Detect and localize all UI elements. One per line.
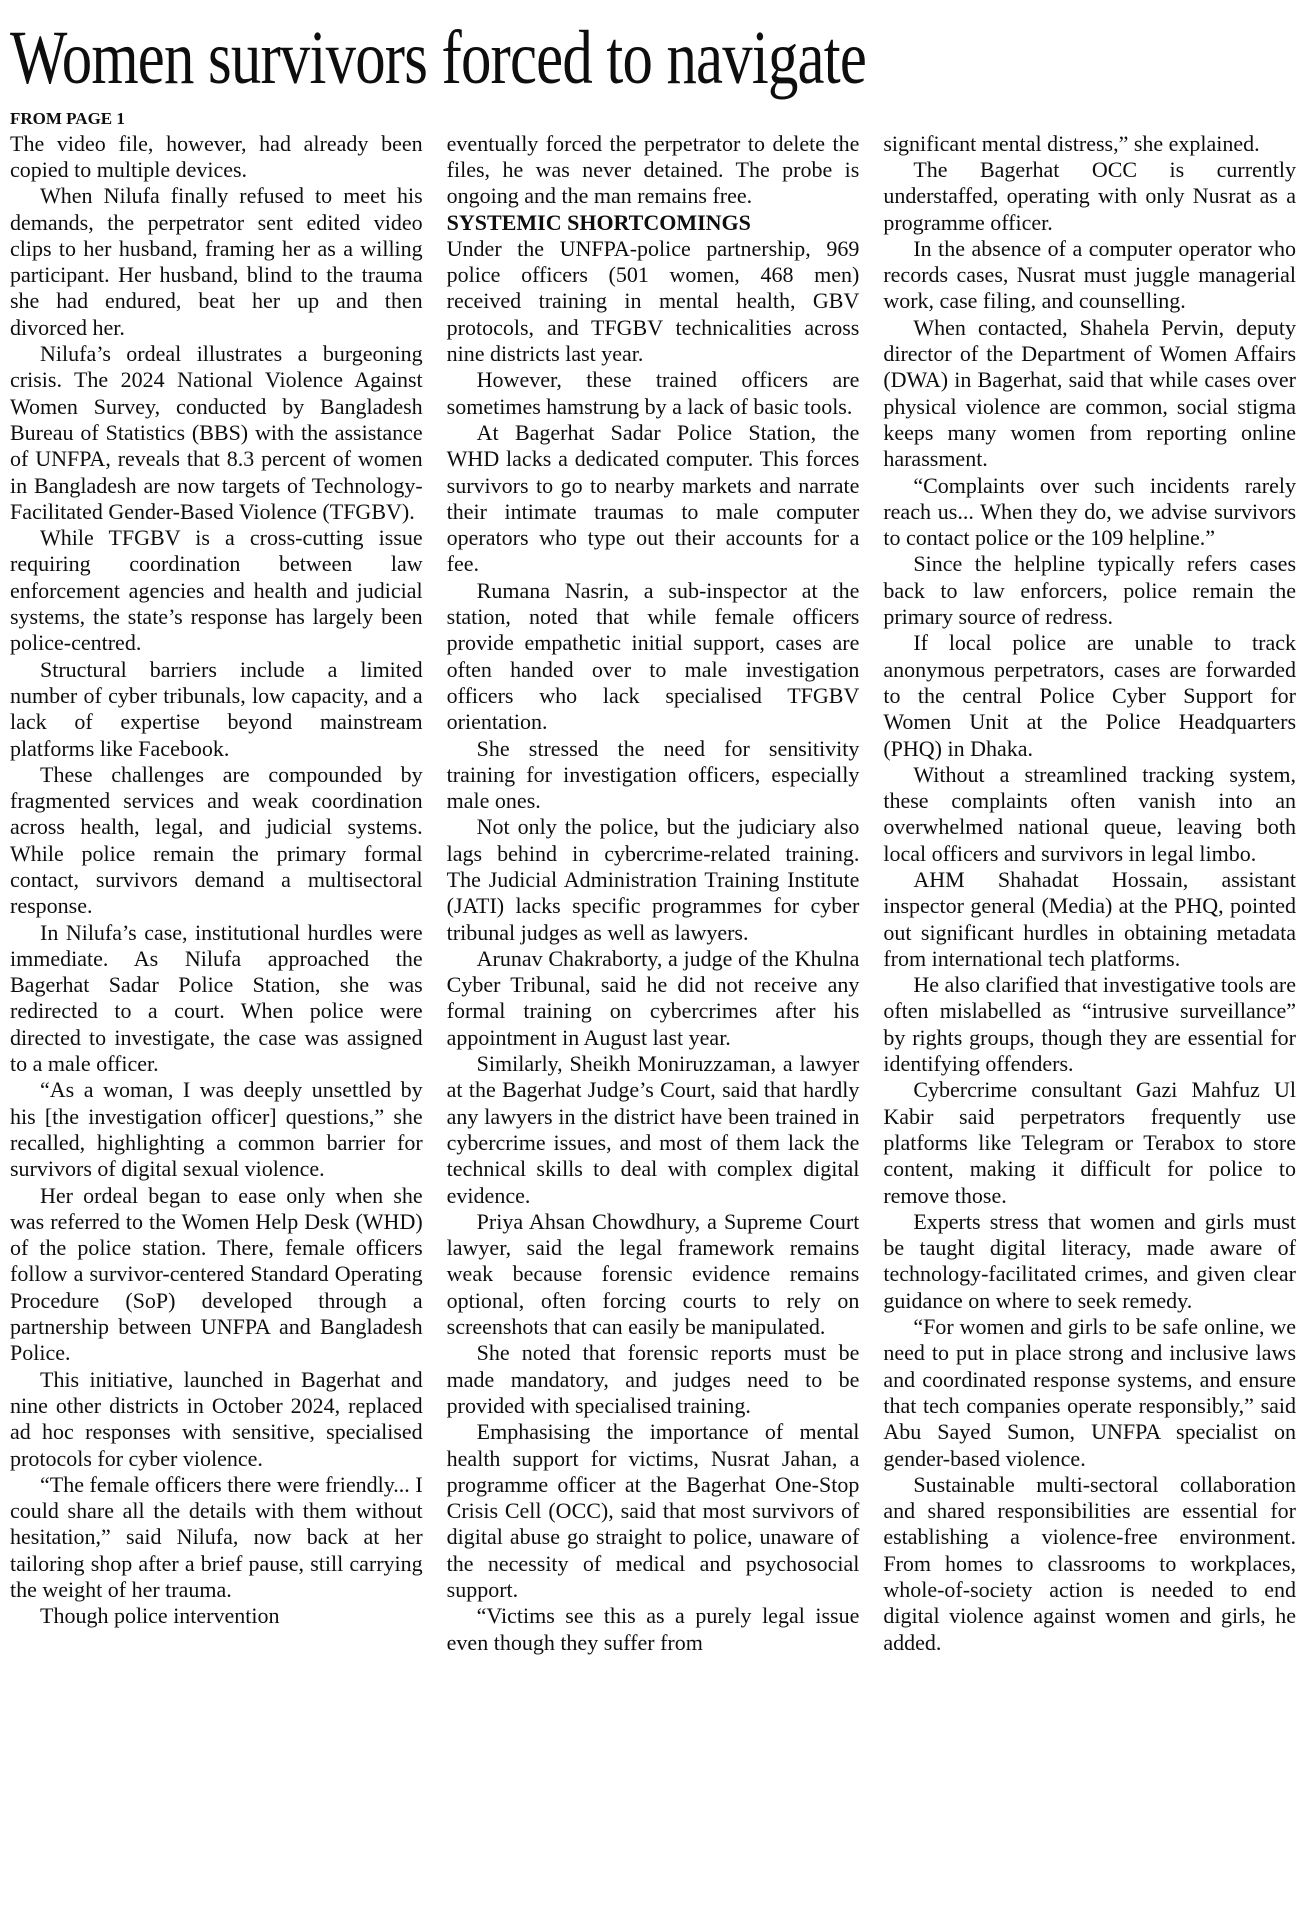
paragraph: Experts stress that women and girls must be taught digital literacy, made aware of technology-facilitated crimes, and given clear guidance on where to seek remedy.: [883, 1208, 1297, 1313]
paragraph: Not only the police, but the judiciary also lags behind in cybercrime-related training. The Judicial Administration Training Institute (JATI) lacks specific programmes for cyber tribunal judges as well as lawyers.: [446, 814, 860, 945]
paragraph: “For women and girls to be safe online, we need to put in place strong and inclusive laws and coordinated response systems, and ensure that tech companies operate responsibly,” said Abu Sayed Sumon, UNFPA specialist on gender-based violence.: [883, 1314, 1297, 1471]
paragraph: While TFGBV is a cross-cutting issue requiring coordination between law enforcement agencies and health and judicial systems, the state’s response has largely been police-centred.: [10, 525, 423, 656]
paragraph: In the absence of a computer operator who records cases, Nusrat must juggle managerial work, case filing, and counselling.: [883, 235, 1297, 314]
paragraph: “Victims see this as a purely legal issue even though they suffer from: [446, 1603, 860, 1655]
paragraph: Though police intervention: [40, 1603, 280, 1629]
paragraph: Rumana Nasrin, a sub-inspector at the station, noted that while female officers provide empathetic initial support, cases are often handed over to male investigation officers who lack specialised TFGBV orientation.: [446, 577, 860, 735]
page-title: Women survivors forced to navigate: [10, 16, 867, 100]
paragraph: He also clarified that investigative tools are often mislabelled as “intrusive surveillance” by rights groups, though they are essential for identifying offenders.: [883, 972, 1297, 1077]
section-heading: SYSTEMIC SHORTCOMINGS: [446, 209, 751, 235]
article-columns: [10, 131, 1296, 1656]
paragraph: “The female officers there were friendly... I could share all the details with them without hesitation,” said Nilufa, now back at her tailoring shop after a brief pause, still carrying the weight of her trauma.: [10, 1471, 423, 1603]
paragraph: At Bagerhat Sadar Police Station, the WHD lacks a dedicated computer. This forces survivors to go to nearby markets and narrate their intimate traumas to male computer operators who type out their accounts for a fee.: [446, 419, 860, 577]
paragraph: AHM Shahadat Hossain, assistant inspector general (Media) at the PHQ, pointed out significant hurdles in obtaining metadata from international tech platforms.: [883, 867, 1297, 971]
paragraph: Similarly, Sheikh Moniruzzaman, a lawyer at the Bagerhat Judge’s Court, said that hardly any lawyers in the district have been trained in cybercrime issues, and most of them lack the technical skills to deal with complex digital evidence.: [446, 1051, 860, 1208]
article-column-3: [883, 131, 1296, 1656]
article-column-2: [447, 131, 860, 1656]
paragraph: Structural barriers include a limited number of cyber tribunals, low capacity, and a lack of expertise beyond mainstream platforms like Facebook.: [10, 656, 423, 761]
paragraph: Nilufa’s ordeal illustrates a burgeoning crisis. The 2024 National Violence Against Women Survey, conducted by Bangladesh Bureau of Statistics (BBS) with the assistance of UNFPA, reveals that 8.3 percent of women in Bangladesh are now targets of Technology-Facilitated Gender-Based Violence (TFGBV).: [10, 341, 423, 524]
paragraph: Without a streamlined tracking system, these complaints often vanish into an overwhelmed national queue, leaving both local officers and survivors in legal limbo.: [883, 761, 1297, 866]
paragraph: The Bagerhat OCC is currently understaffed, operating with only Nusrat as a programme officer.: [883, 156, 1297, 235]
paragraph: Sustainable multi-sectoral collaboration and shared responsibilities are essential for establishing a violence-free environment. From homes to classrooms to workplaces, whole-of-society action is needed to end digital violence against women and girls, he added.: [883, 1471, 1297, 1655]
continuation-kicker: FROM PAGE 1: [10, 109, 125, 128]
article-column-1: [10, 131, 423, 1656]
paragraph: Arunav Chakraborty, a judge of the Khulna Cyber Tribunal, said he did not receive any formal training on cybercrimes after his appointment in August last year.: [446, 945, 860, 1050]
paragraph: significant mental distress,” she explained.: [883, 130, 1260, 156]
paragraph: Under the UNFPA-police partnership, 969 police officers (501 women, 468 men) received training in mental health, GBV protocols, and TFGBV technicalities across nine districts last year.: [446, 235, 860, 367]
paragraph: This initiative, launched in Bagerhat and nine other districts in October 2024, replaced ad hoc responses with sensitive, specialised protocols for cyber violence.: [10, 1366, 423, 1471]
paragraph: She noted that forensic reports must be made mandatory, and judges need to be provided with specialised training.: [446, 1340, 860, 1418]
paragraph: Cybercrime consultant Gazi Mahfuz Ul Kabir said perpetrators frequently use platforms like Telegram or Terabox to store content, making it difficult for police to remove those.: [883, 1077, 1297, 1208]
paragraph: “Complaints over such incidents rarely reach us... When they do, we advise survivors to contact police or the 109 helpline.”: [883, 472, 1297, 551]
paragraph: These challenges are compounded by fragmented services and weak coordination across health, legal, and judicial systems. While police remain the primary formal contact, survivors demand a multisectoral response.: [10, 761, 423, 919]
paragraph: When Nilufa finally refused to meet his demands, the perpetrator sent edited video clips to her husband, framing her as a willing participant. Her husband, blind to the trauma she had endured, beat her up and then divorced her.: [10, 183, 423, 340]
paragraph: Emphasising the importance of mental health support for victims, Nusrat Jahan, a programme officer at the Bagerhat One-Stop Crisis Cell (OCC), said that most survivors of digital abuse go straight to police, unaware of the necessity of medical and psychosocial support.: [446, 1419, 860, 1603]
paragraph: She stressed the need for sensitivity training for investigation officers, especially male ones.: [446, 735, 860, 814]
paragraph: eventually forced the perpetrator to delete the files, he was never detained. The probe is ongoing and the man remains free.: [446, 130, 860, 209]
paragraph: Her ordeal began to ease only when she was referred to the Women Help Desk (WHD) of the police station. There, female officers follow a survivor-centered Standard Operating Procedure (SoP) developed through a partnership between UNFPA and Bangladesh Police.: [10, 1182, 423, 1366]
headline-row: [10, 16, 1296, 108]
paragraph: If local police are unable to track anonymous perpetrators, cases are forwarded to the central Police Cyber Support for Women Unit at the Police Headquarters (PHQ) in Dhaka.: [883, 630, 1297, 761]
paragraph: However, these trained officers are sometimes hamstrung by a lack of basic tools.: [446, 367, 860, 419]
paragraph: The video file, however, had already been copied to multiple devices.: [10, 130, 423, 182]
paragraph: Priya Ahsan Chowdhury, a Supreme Court lawyer, said the legal framework remains weak because forensic evidence remains optional, often forcing courts to rely on screenshots that can easily be manipulated.: [446, 1208, 860, 1340]
paragraph: When contacted, Shahela Pervin, deputy director of the Department of Women Affairs (DWA) in Bagerhat, said that while cases over physical violence are common, social stigma keeps many women from reporting online harassment.: [883, 314, 1297, 472]
paragraph: “As a woman, I was deeply unsettled by his [the investigation officer] questions,” she recalled, highlighting a common barrier for survivors of digital sexual violence.: [10, 1077, 423, 1182]
paragraph: In Nilufa’s case, institutional hurdles were immediate. As Nilufa approached the Bagerhat Sadar Police Station, she was redirected to a court. When police were directed to investigate, the case was assigned to a male officer.: [10, 919, 423, 1077]
paragraph: Since the helpline typically refers cases back to law enforcers, police remain the primary source of redress.: [883, 551, 1297, 630]
